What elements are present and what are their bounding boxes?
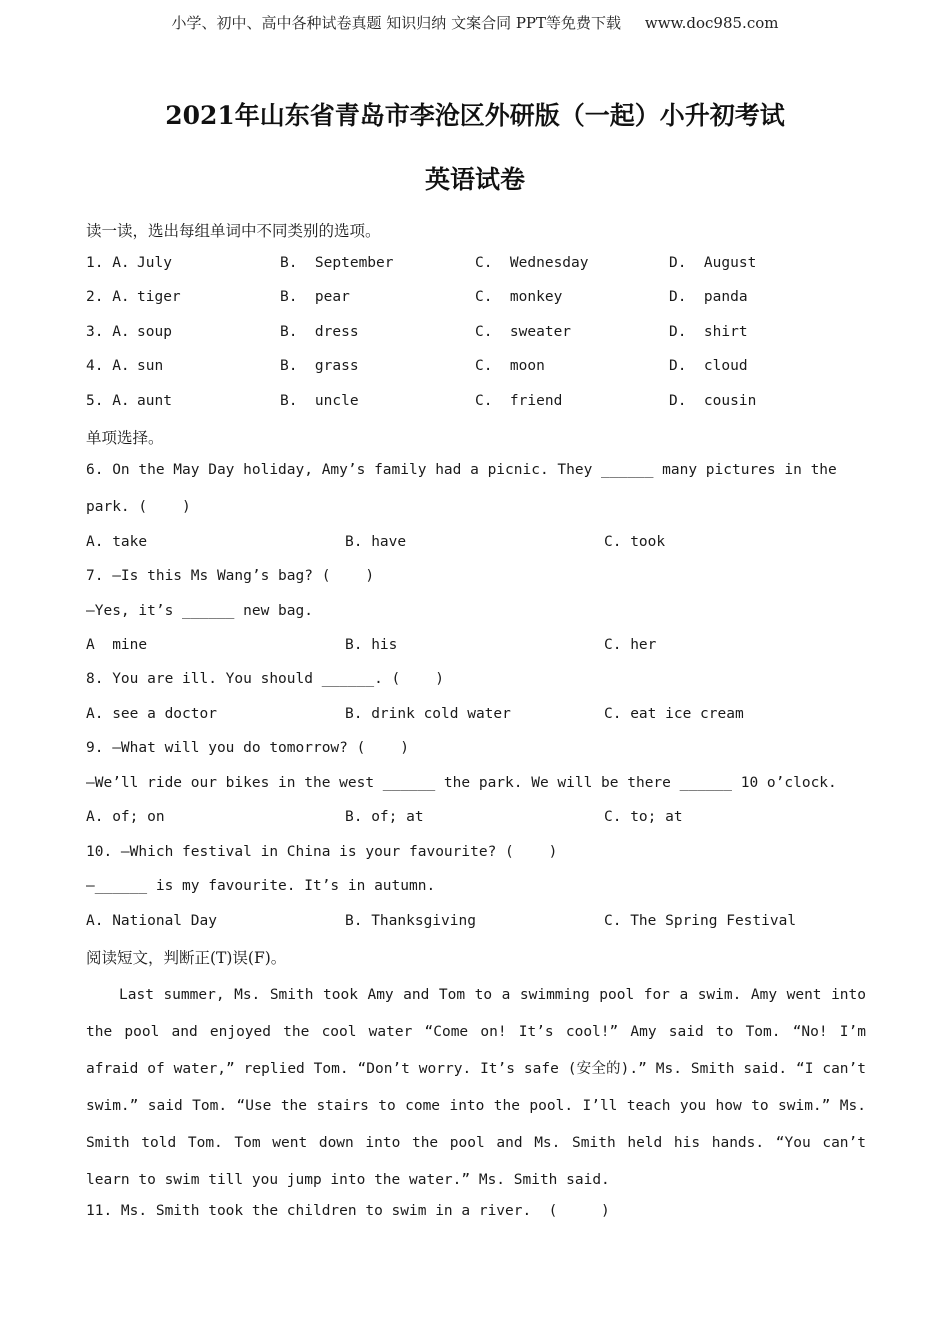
q7-option-b: B. his xyxy=(345,637,398,653)
q9-stem-cont: —We’ll ride our bikes in the west ______ the park. We will be there ______ 10 o’clock. xyxy=(86,775,837,791)
q6-option-a: A. take xyxy=(86,534,148,550)
q7-stem: 7. —Is this Ms Wang’s bag? ( ) xyxy=(86,568,375,584)
q11-stem: 11. Ms. Smith took the children to swim in a river. ( ) xyxy=(86,1203,610,1219)
option-a: sun xyxy=(137,358,164,374)
q8-option-b: B. drink cold water xyxy=(345,706,511,722)
page-header xyxy=(0,12,950,33)
option-a: tiger xyxy=(137,289,181,305)
option-c: C. sweater xyxy=(475,324,572,340)
option-b: B. grass xyxy=(280,358,359,374)
q10-option-c: C. The Spring Festival xyxy=(604,913,797,929)
q6-stem-cont: park. ( ) xyxy=(86,499,191,515)
q6-stem: 6. On the May Day holiday, Amy’s family had a picnic. They ______ many pictures in the xyxy=(86,462,837,478)
option-a: soup xyxy=(137,324,172,340)
q7-option-a: A mine xyxy=(86,637,148,653)
q8-stem: 8. You are ill. You should ______. ( ) xyxy=(86,671,444,687)
question-number: 5. A. xyxy=(86,393,130,409)
option-d: D. cousin xyxy=(669,393,757,409)
option-d: D. panda xyxy=(669,289,748,305)
q6-option-b: B. have xyxy=(345,534,407,550)
q9-option-a: A. of; on xyxy=(86,809,165,825)
exam-title: 2021年山东省青岛市李沧区外研版（一起）小升初考试 xyxy=(165,101,785,130)
q9-option-c: C. to; at xyxy=(604,809,683,825)
option-c: C. friend xyxy=(475,393,563,409)
q9-option-b: B. of; at xyxy=(345,809,424,825)
option-d: D. cloud xyxy=(669,358,748,374)
option-c: C. monkey xyxy=(475,289,563,305)
q8-option-c: C. eat ice cream xyxy=(604,706,744,722)
option-c: C. Wednesday xyxy=(475,255,589,271)
option-b: B. pear xyxy=(280,289,350,305)
option-c: C. moon xyxy=(475,358,545,374)
exam-subtitle: 英语试卷 xyxy=(424,165,525,194)
option-b: B. dress xyxy=(280,324,359,340)
reading-passage: Last summer, Ms. Smith took Amy and Tom to a swimming pool for a swim. Amy went into the pool and enjoyed the cool water “Come on! It’s cool!” Amy said to Tom. “No! I’m afraid of water,” replied Tom. “Don’t worry. It’s safe (安全的).” Ms. Smith said. “I can’t swim.” said Tom. “Use the stairs to come into the pool. I’ll teach you how to swim.” Ms. Smith told Tom. Tom went down into the pool and Ms. Smith held his hands. “You can’t learn to swim till you jump into the water.” Ms. Smith said. xyxy=(86,987,866,1188)
q10-stem-cont: —______ is my favourite. It’s in autumn. xyxy=(86,878,436,894)
q7-option-c: C. her xyxy=(604,637,657,653)
section3-instruction: 阅读短文，判断正(T)误(F)。 xyxy=(86,949,287,967)
option-b: B. uncle xyxy=(280,393,359,409)
question-number: 3. A. xyxy=(86,324,130,340)
q8-option-a: A. see a doctor xyxy=(86,706,217,722)
option-a: aunt xyxy=(137,393,172,409)
section2-instruction: 单项选择。 xyxy=(86,429,164,447)
option-b: B. September xyxy=(280,255,394,271)
q9-stem: 9. —What will you do tomorrow? ( ) xyxy=(86,740,410,756)
option-d: D. shirt xyxy=(669,324,748,340)
option-a: July xyxy=(137,255,172,271)
question-number: 4. A. xyxy=(86,358,130,374)
question-number: 2. A. xyxy=(86,289,130,305)
header-site: www.doc985.com xyxy=(644,14,779,32)
q10-option-b: B. Thanksgiving xyxy=(345,913,476,929)
question-number: 1. A. xyxy=(86,255,130,271)
q10-option-a: A. National Day xyxy=(86,913,217,929)
q6-option-c: C. took xyxy=(604,534,666,550)
option-d: D. August xyxy=(669,255,757,271)
header-text: 小学、初中、高中各种试卷真题 知识归纳 文案合同 PPT等免费下载 xyxy=(171,14,622,32)
q7-stem-cont: —Yes, it’s ______ new bag. xyxy=(86,603,313,619)
section1-instruction: 读一读，选出每组单词中不同类别的选项。 xyxy=(86,222,381,240)
q10-stem: 10. —Which festival in China is your favourite? ( ) xyxy=(86,844,558,860)
